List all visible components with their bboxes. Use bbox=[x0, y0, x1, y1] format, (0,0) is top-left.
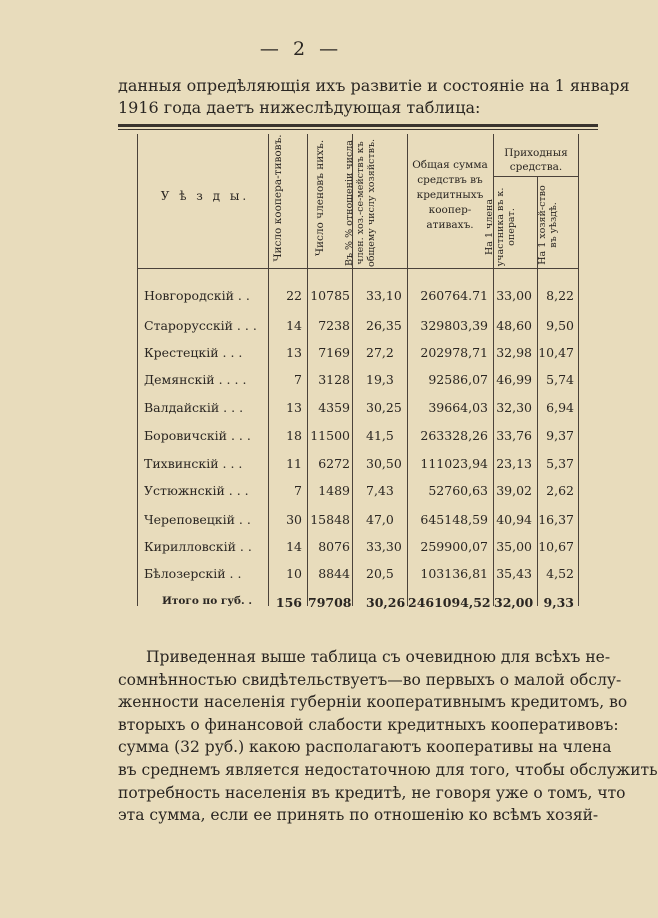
cell-per-member: 23,13 bbox=[496, 456, 532, 471]
cell-per-member: 48,60 bbox=[496, 318, 532, 333]
header-per-household: На 1 хозяй-ство въ уѣздѣ. bbox=[537, 185, 559, 265]
col-divider bbox=[578, 134, 579, 606]
cell-pct: 30,25 bbox=[366, 400, 402, 415]
header-percent: Въ % % отношеніи числа член. хоз.-се-мействъ къ общему числу хозяйствъ. bbox=[344, 138, 377, 268]
cell-coops: 13 bbox=[286, 400, 302, 415]
cell-per-member: 33,00 bbox=[496, 288, 532, 303]
cell-per-hh: 5,74 bbox=[546, 372, 574, 387]
paragraph-line: сумма (32 руб.) какою располагаютъ кооперативы на члена bbox=[118, 738, 612, 756]
top-rule-thick bbox=[118, 124, 598, 127]
cell-total: 111023,94 bbox=[420, 456, 488, 471]
header-per-member: На 1 члена участника въ к. операт. bbox=[484, 187, 517, 267]
cell-district: Старорусскій . . . bbox=[144, 318, 257, 333]
cell-per-member: 32,98 bbox=[496, 345, 532, 360]
header-district: У ѣ з д ы. bbox=[160, 189, 250, 203]
cell-total: 202978,71 bbox=[420, 345, 488, 360]
cell-district: Устюжнскій . . . bbox=[144, 483, 249, 498]
cell-total: 260764.71 bbox=[420, 288, 488, 303]
cell-total: 259900,07 bbox=[420, 539, 488, 554]
cell-coops: 156 bbox=[275, 595, 302, 610]
cell-per-hh: 6,94 bbox=[546, 400, 574, 415]
paragraph-line: потребность населенія въ кредитѣ, не говоря уже о томъ, что bbox=[118, 784, 626, 802]
cell-per-member: 46,99 bbox=[496, 372, 532, 387]
cell-members: 11500 bbox=[310, 428, 350, 443]
cell-pct: 7,43 bbox=[366, 483, 394, 498]
cell-pct: 20,5 bbox=[366, 566, 394, 581]
paragraph-line: въ среднемъ является недостаточною для того, чтобы обслужить bbox=[118, 761, 658, 779]
cell-coops: 14 bbox=[286, 318, 302, 333]
cell-per-member: 32,00 bbox=[494, 595, 534, 610]
cell-pct: 27,2 bbox=[366, 345, 394, 360]
cell-total: 329803,39 bbox=[420, 318, 488, 333]
cell-members: 8076 bbox=[318, 539, 350, 554]
cell-district: Кирилловскій . . bbox=[144, 539, 252, 554]
cell-per-member: 39,02 bbox=[496, 483, 532, 498]
header-income-group: Приходныя средства. bbox=[504, 147, 568, 173]
cell-members: 15848 bbox=[310, 512, 350, 527]
cell-members: 10785 bbox=[310, 288, 350, 303]
cell-coops: 7 bbox=[294, 483, 302, 498]
cell-coops: 18 bbox=[286, 428, 302, 443]
cell-district: Итого по губ. . bbox=[162, 595, 252, 607]
cell-per-hh: 2,62 bbox=[546, 483, 574, 498]
cell-district: Демянскій . . . . bbox=[144, 372, 247, 387]
cell-coops: 13 bbox=[286, 345, 302, 360]
cell-per-hh: 10,67 bbox=[538, 539, 574, 554]
cell-per-member: 35,43 bbox=[496, 566, 532, 581]
paragraph-line: вторыхъ о финансовой слабости кредитныхъ кооперативовъ: bbox=[118, 716, 619, 734]
cell-district: Череповецкій . . bbox=[144, 512, 251, 527]
cell-per-hh: 10,47 bbox=[538, 345, 574, 360]
page-number: — 2 — bbox=[259, 38, 343, 60]
cell-district: Валдайскій . . . bbox=[144, 400, 244, 415]
paragraph-line: Приведенная выше таблица съ очевидною для всѣхъ не- bbox=[146, 648, 611, 666]
cell-pct: 33,10 bbox=[366, 288, 402, 303]
cell-per-member: 33,76 bbox=[496, 428, 532, 443]
header-members: Число членовъ нихъ. bbox=[314, 139, 326, 257]
cell-per-hh: 8,22 bbox=[546, 288, 574, 303]
cell-pct: 26,35 bbox=[366, 318, 402, 333]
intro-line-2: 1916 года даетъ нижеслѣдующая таблица: bbox=[118, 98, 481, 117]
cell-members: 7238 bbox=[318, 318, 350, 333]
cell-per-hh: 4,52 bbox=[546, 566, 574, 581]
cell-pct: 19,3 bbox=[366, 372, 394, 387]
cell-district: Боровичскій . . . bbox=[144, 428, 251, 443]
cell-members: 1489 bbox=[318, 483, 350, 498]
cell-district: Крестецкій . . . bbox=[144, 345, 243, 360]
intro-line-1: данныя опредѣляющія ихъ развитіе и состояніе на 1 января bbox=[118, 76, 630, 95]
cell-coops: 30 bbox=[286, 512, 302, 527]
cell-total: 645148,59 bbox=[420, 512, 488, 527]
cell-district: Тихвинскій . . . bbox=[144, 456, 243, 471]
cell-coops: 14 bbox=[286, 539, 302, 554]
cell-per-member: 35,00 bbox=[496, 539, 532, 554]
cell-members: 3128 bbox=[318, 372, 350, 387]
cell-per-hh: 5,37 bbox=[546, 456, 574, 471]
top-rule-thin bbox=[118, 129, 598, 130]
cell-total: 52760,63 bbox=[428, 483, 488, 498]
cell-per-hh: 9,37 bbox=[546, 428, 574, 443]
header-coop-count: Число коопера-тивовъ. bbox=[272, 134, 284, 262]
paragraph-line: женности населенія губерніи кооперативнымъ кредитомъ, во bbox=[118, 693, 628, 711]
col-divider bbox=[268, 134, 269, 606]
cell-per-hh: 9,50 bbox=[546, 318, 574, 333]
col-divider bbox=[307, 134, 308, 606]
col-divider bbox=[407, 134, 408, 606]
cell-members: 8844 bbox=[318, 566, 350, 581]
paragraph-line: сомнѣнностью свидѣтельствуетъ—во первыхъ о малой обслу- bbox=[118, 671, 622, 689]
header-sub-rule bbox=[493, 176, 578, 177]
paragraph-line: эта сумма, если ее принять по отношенію ко всѣмъ хозяй- bbox=[118, 806, 599, 824]
cell-members: 7169 bbox=[318, 345, 350, 360]
header-total-sum: Общая сумма средствъ въ кредитныхъ коопер-ативахъ. bbox=[412, 159, 488, 231]
cell-coops: 7 bbox=[294, 372, 302, 387]
cell-pct: 30,50 bbox=[366, 456, 402, 471]
cell-pct: 41,5 bbox=[366, 428, 394, 443]
cell-per-member: 32,30 bbox=[496, 400, 532, 415]
cell-coops: 11 bbox=[286, 456, 302, 471]
cell-coops: 10 bbox=[286, 566, 302, 581]
cell-pct: 47,0 bbox=[366, 512, 394, 527]
cell-per-member: 40,94 bbox=[496, 512, 532, 527]
col-divider bbox=[137, 134, 138, 606]
cell-total: 92586,07 bbox=[428, 372, 488, 387]
cell-members: 6272 bbox=[318, 456, 350, 471]
cell-coops: 22 bbox=[286, 288, 302, 303]
cell-total: 39664,03 bbox=[428, 400, 488, 415]
cell-total: 103136,81 bbox=[420, 566, 488, 581]
cell-per-hh: 16,37 bbox=[538, 512, 574, 527]
cell-district: Бѣлозерскій . . bbox=[144, 566, 242, 581]
cell-pct: 30,26 bbox=[366, 595, 406, 610]
cell-total: 2461094,52 bbox=[408, 595, 491, 610]
cell-pct: 33,30 bbox=[366, 539, 402, 554]
cell-district: Новгородскій . . bbox=[144, 288, 250, 303]
cell-members: 4359 bbox=[318, 400, 350, 415]
cell-total: 263328,26 bbox=[420, 428, 488, 443]
cell-members: 79708 bbox=[308, 595, 352, 610]
cell-per-hh: 9,33 bbox=[543, 595, 574, 610]
